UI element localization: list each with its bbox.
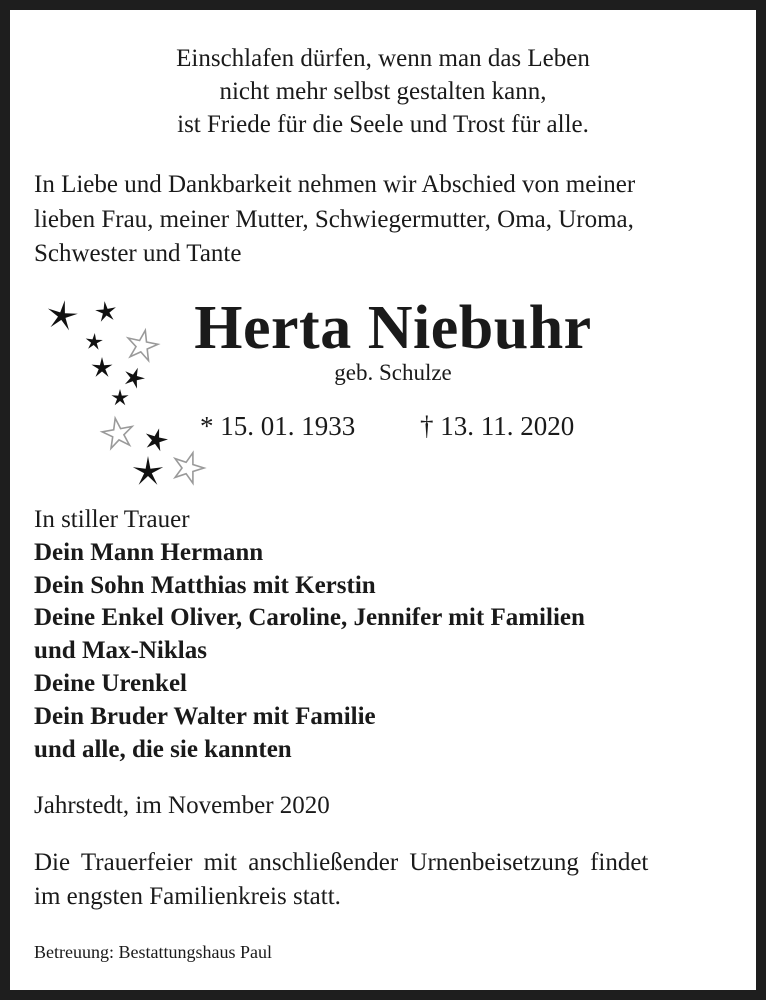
ceremony-notice [34, 846, 648, 914]
mourner-line: Deine Enkel Oliver, Caroline, Jennifer mit Familien [34, 604, 585, 632]
mourner-line: und Max-Niklas [34, 637, 207, 665]
mourner-line: und alle, die sie kannten [34, 735, 292, 763]
poem [10, 42, 756, 141]
mourners-list [34, 504, 585, 766]
poem-line: nicht mehr selbst gestalten kann, [219, 78, 547, 105]
birth-name: geb. Schulze [334, 360, 452, 385]
place-date: Jahrstedt, im November 2020 [34, 792, 330, 819]
ceremony-line: im engsten Familienkreis statt. [34, 883, 341, 910]
outline-star-icon [175, 453, 204, 483]
filled-star-icon [133, 456, 163, 485]
death-date: † 13. 11. 2020 [420, 411, 575, 441]
poem-line: ist Friede für die Seele und Trost für alle. [177, 111, 589, 138]
intro-line: lieben Frau, meiner Mutter, Schwiegermutter, Oma, Uroma, [34, 205, 634, 233]
mourners-lead: In stiller Trauer [34, 506, 190, 533]
intro-line: Schwester und Tante [34, 240, 242, 267]
deceased-name: Herta Niebuhr [194, 294, 592, 362]
poem-line: Einschlafen dürfen, wenn man das Leben [176, 45, 590, 72]
mourner-line: Dein Sohn Matthias mit Kerstin [34, 571, 376, 599]
mourner-line: Dein Bruder Walter mit Familie [34, 702, 376, 730]
ceremony-line: Die Trauerfeier mit anschließender Urnenbeisetzung findet [34, 849, 649, 876]
mourner-line: Dein Mann Hermann [34, 538, 264, 566]
intro-line: In Liebe und Dankbarkeit nehmen wir Abschied von meiner [34, 171, 636, 198]
mourner-line: Deine Urenkel [34, 669, 187, 697]
birth-date: * 15. 01. 1933 [200, 411, 356, 441]
life-dates [10, 408, 766, 444]
filled-star-icon [111, 389, 128, 405]
undertaker-credit: Betreuung: Bestattungshaus Paul [34, 942, 272, 962]
intro-text [34, 168, 732, 272]
